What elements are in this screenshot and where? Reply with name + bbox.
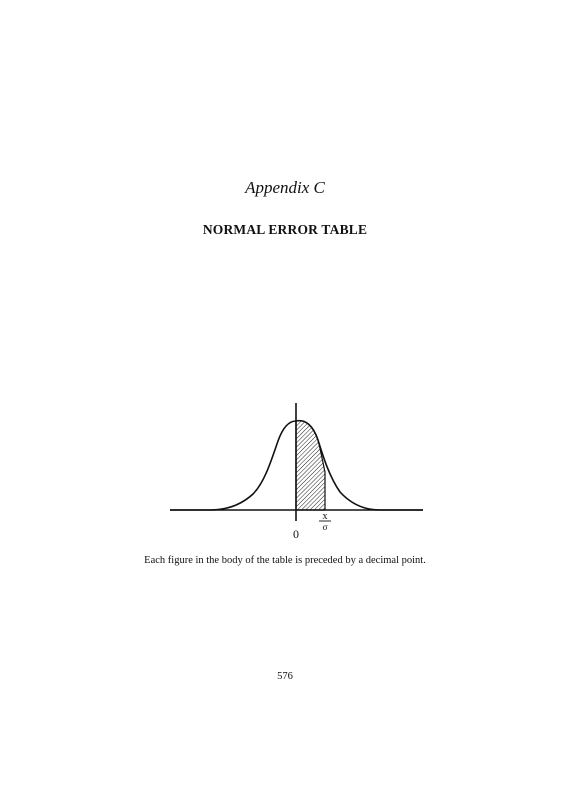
page-number: 576: [277, 671, 293, 682]
figure-caption: Each figure in the body of the table is preceded by a decimal point.: [144, 555, 426, 566]
shaded-area: [296, 421, 325, 510]
bound-denominator: σ: [322, 523, 328, 533]
appendix-label: Appendix C: [245, 178, 325, 197]
appendix-title: NORMAL ERROR TABLE: [202, 222, 368, 237]
origin-label: 0: [293, 527, 299, 541]
normal-curve-figure: [165, 400, 430, 545]
bound-numerator: x: [322, 511, 328, 522]
